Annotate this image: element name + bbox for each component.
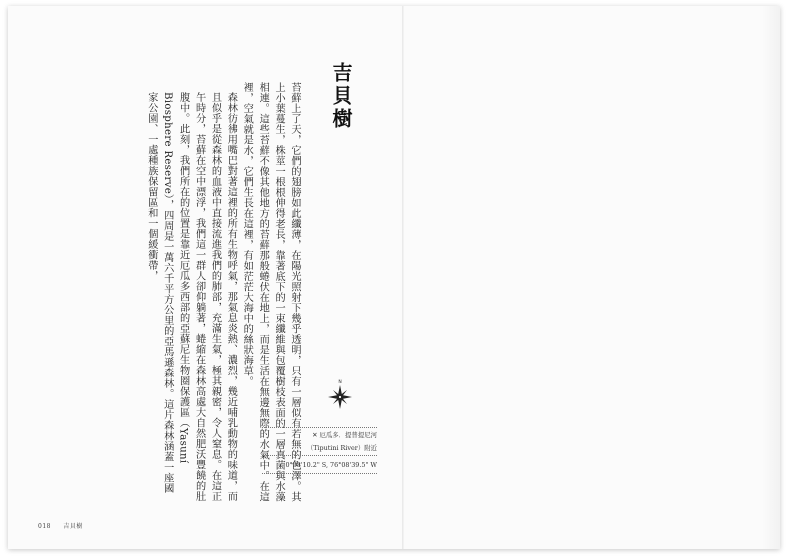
book-spread [8, 6, 780, 549]
paragraph-1: 苔蘚上了天，它們的翅膀如此纖薄，在陽光照射下幾乎透明，只有一層似有若無的色澤。其上小葉蔓生，株莖一根根伸得老長，靠著底下的一束纖維與包覆樹枝表面的一層真菌與水藻相連。這些苔蘚不像其他地方的苔蘚那般蜷伏在地上，而是生活在無邊無際的水氣中。在這裡，空氣就是水，它們生長在這裡，有如茫茫大海中的絲狀海草。 [241, 82, 300, 502]
page-number: 018 [38, 523, 51, 530]
page-edge-shadow [762, 6, 780, 549]
running-title: 吉貝樹 [63, 523, 83, 530]
dotted-divider [262, 473, 377, 474]
chapter-title: 吉貝樹 [329, 62, 353, 131]
location-box [262, 427, 377, 474]
book-gutter [402, 6, 404, 549]
location-coordinates: 0°38'10.2" S, 76°08'39.5" W [285, 461, 377, 469]
location-marker-icon: ✕ [312, 431, 318, 439]
paragraph-2: 森林彷彿用嘴巴對著這裡的所有生物呼氣，那氣息炎熱、濃烈，幾近哺乳動物的味道，而且似乎是從森林的血液中直接流進我們的肺部，充滿生氣，極其親密，令人窒息。在這正午時分，苔蘚在空中漂浮，我們這一群人卻仰躺著，蜷縮在森林高處大自然肥沃豐饒的肚腹中。此刻，我們所在的位置是靠近厄瓜多西部的亞蘇尼生物圈保護區（Yasuní Biosphere Reserve），四周是一萬六千平方公里的亞馬遜森林。這片森林涵蓋一座國家公園、一處種族保留區和一個緩衝帶， [145, 92, 237, 502]
location-name: 厄瓜多．提普提尼河 [319, 431, 377, 439]
location-name-line-2: （Tiputini River）附近 [306, 444, 377, 452]
svg-text:N: N [338, 380, 342, 385]
compass-rose-icon [326, 378, 354, 410]
page-footer [38, 521, 93, 530]
location-name-line-1 [262, 428, 377, 442]
